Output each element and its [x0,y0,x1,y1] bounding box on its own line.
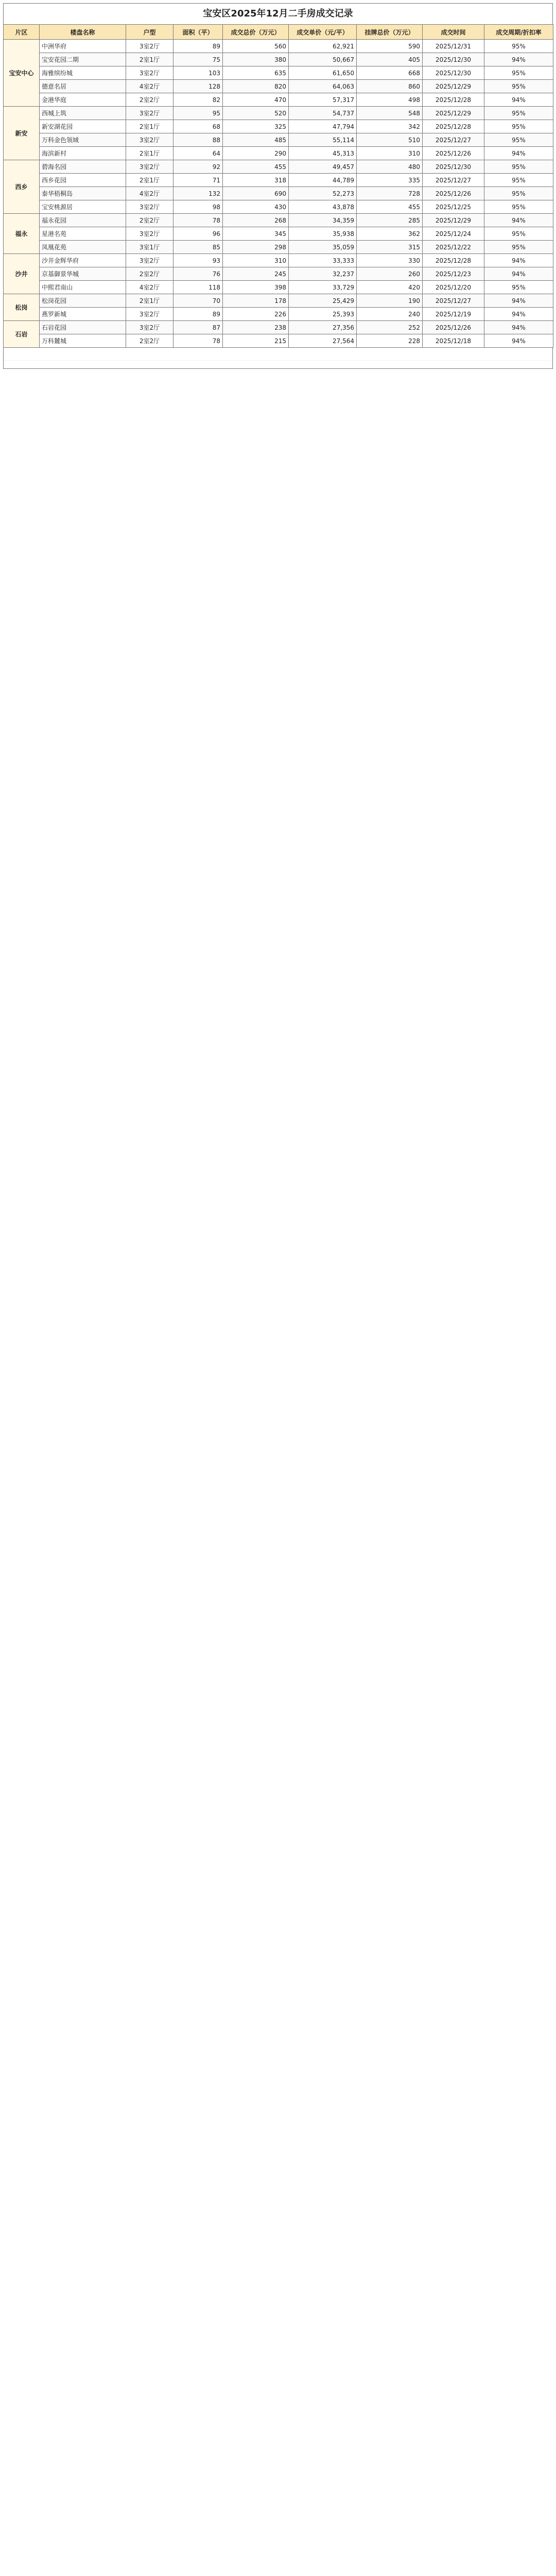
table-row [4,227,553,241]
table-cell: 2025/12/20 [423,281,484,294]
table-cell: 315 [357,241,423,254]
table-cell: 32,237 [289,267,357,281]
column-header: 挂牌总价（万元） [357,25,423,40]
table-row [4,294,553,308]
table-cell: 3室2厅 [126,200,173,214]
table-cell: 2025/12/28 [423,93,484,107]
table-cell: 2025/12/29 [423,107,484,120]
table-cell: 3室2厅 [126,227,173,241]
table-cell: 2025/12/26 [423,187,484,200]
table-cell: 万科麓城 [40,334,126,348]
table-cell: 510 [357,133,423,147]
table-cell: 285 [357,214,423,227]
table-row [4,174,553,187]
table-cell: 52,273 [289,187,357,200]
table-row [4,321,553,334]
area-cell: 福永 [4,214,40,254]
table-cell: 95% [484,80,553,93]
table-cell: 64,063 [289,80,357,93]
table-cell: 2025/12/22 [423,241,484,254]
table-cell: 95% [484,187,553,200]
table-row [4,254,553,267]
table-cell: 2室2厅 [126,334,173,348]
table-cell: 35,938 [289,227,357,241]
table-cell: 728 [357,187,423,200]
table-cell: 820 [223,80,289,93]
table-cell: 京基御景华城 [40,267,126,281]
table-cell: 64 [173,147,223,160]
table-cell: 2室1厅 [126,147,173,160]
table-cell: 590 [357,40,423,53]
table-cell: 238 [223,321,289,334]
table-cell: 西城上筑 [40,107,126,120]
table-cell: 27,564 [289,334,357,348]
table-cell: 430 [223,200,289,214]
table-cell: 2025/12/19 [423,308,484,321]
table-cell: 中熙君南山 [40,281,126,294]
table-cell: 2室1厅 [126,120,173,133]
table-cell: 252 [357,321,423,334]
table-cell: 2025/12/30 [423,66,484,80]
area-cell: 石岩 [4,321,40,348]
table-cell: 480 [357,160,423,174]
table-header-row [4,25,553,40]
table-cell: 94% [484,214,553,227]
table-body [4,40,553,348]
table-cell: 沙井金辉华府 [40,254,126,267]
table-cell: 金港华庭 [40,93,126,107]
table-cell: 3室2厅 [126,66,173,80]
table-cell: 95% [484,174,553,187]
table-cell: 4室2厅 [126,80,173,93]
page-title: 宝安区2025年12月二手房成交记录 [3,3,553,24]
table-cell: 330 [357,254,423,267]
table-row [4,187,553,200]
table-row [4,107,553,120]
table-cell: 新安湖花园 [40,120,126,133]
table-cell: 95% [484,120,553,133]
table-cell: 85 [173,241,223,254]
area-cell: 松岗 [4,294,40,321]
table-cell: 226 [223,308,289,321]
table-cell: 560 [223,40,289,53]
table-cell: 95% [484,107,553,120]
table-cell: 335 [357,174,423,187]
table-row [4,241,553,254]
table-cell: 93 [173,254,223,267]
table-cell: 25,393 [289,308,357,321]
table-cell: 石岩花园 [40,321,126,334]
table-cell: 75 [173,53,223,66]
table-cell: 260 [357,267,423,281]
table-row [4,308,553,321]
table-cell: 485 [223,133,289,147]
table-cell: 泰华梧桐岛 [40,187,126,200]
table-cell: 240 [357,308,423,321]
table-cell: 94% [484,147,553,160]
table-cell: 3室2厅 [126,308,173,321]
page [3,3,553,369]
table-cell: 96 [173,227,223,241]
table-cell: 245 [223,267,289,281]
table-row [4,267,553,281]
table-cell: 3室2厅 [126,321,173,334]
table-cell: 87 [173,321,223,334]
table-cell: 2025/12/29 [423,214,484,227]
table-cell: 98 [173,200,223,214]
table-cell: 2025/12/29 [423,80,484,93]
transactions-table [3,24,553,348]
table-cell: 268 [223,214,289,227]
table-row [4,120,553,133]
table-cell: 2025/12/24 [423,227,484,241]
table-cell: 95% [484,281,553,294]
table-cell: 54,737 [289,107,357,120]
table-cell: 43,878 [289,200,357,214]
table-cell: 44,789 [289,174,357,187]
table-cell: 碧海名园 [40,160,126,174]
table-cell: 94% [484,254,553,267]
table-cell: 635 [223,66,289,80]
table-cell: 3室2厅 [126,133,173,147]
table-cell: 海滨新村 [40,147,126,160]
table-cell: 2025/12/28 [423,254,484,267]
column-header: 楼盘名称 [40,25,126,40]
table-cell: 3室2厅 [126,160,173,174]
table-cell: 2025/12/26 [423,147,484,160]
table-cell: 318 [223,174,289,187]
table-row [4,147,553,160]
table-row [4,281,553,294]
table-cell: 94% [484,267,553,281]
table-cell: 455 [223,160,289,174]
table-cell: 2025/12/18 [423,334,484,348]
table-cell: 宝安桃源居 [40,200,126,214]
table-cell: 498 [357,93,423,107]
table-cell: 松岗花园 [40,294,126,308]
table-cell: 103 [173,66,223,80]
table-cell: 88 [173,133,223,147]
area-cell: 宝安中心 [4,40,40,107]
table-row [4,40,553,53]
table-cell: 70 [173,294,223,308]
table-cell: 455 [357,200,423,214]
area-cell: 西乡 [4,160,40,214]
table-cell: 310 [223,254,289,267]
table-cell: 298 [223,241,289,254]
table-row [4,200,553,214]
table-cell: 凤凰花苑 [40,241,126,254]
table-cell: 860 [357,80,423,93]
table-cell: 548 [357,107,423,120]
table-row [4,93,553,107]
area-cell: 新安 [4,107,40,160]
table-cell: 95% [484,227,553,241]
column-header: 片区 [4,25,40,40]
table-cell: 94% [484,321,553,334]
table-cell: 25,429 [289,294,357,308]
table-cell: 2025/12/26 [423,321,484,334]
table-cell: 33,333 [289,254,357,267]
table-cell: 95% [484,200,553,214]
table-cell: 82 [173,93,223,107]
table-row [4,133,553,147]
table-cell: 228 [357,334,423,348]
table-cell: 380 [223,53,289,66]
table-cell: 420 [357,281,423,294]
table-cell: 94% [484,53,553,66]
table-cell: 2室2厅 [126,267,173,281]
table-cell: 3室2厅 [126,254,173,267]
table-row [4,80,553,93]
table-cell: 95% [484,241,553,254]
table-cell: 68 [173,120,223,133]
table-cell: 2025/12/30 [423,160,484,174]
table-cell: 690 [223,187,289,200]
table-cell: 47,794 [289,120,357,133]
table-cell: 95% [484,66,553,80]
table-continuation [3,348,553,369]
table-row [4,160,553,174]
table-cell: 94% [484,308,553,321]
table-cell: 405 [357,53,423,66]
area-cell: 沙井 [4,254,40,294]
table-cell: 78 [173,214,223,227]
table-cell: 345 [223,227,289,241]
table-cell: 95% [484,133,553,147]
table-cell: 3室2厅 [126,40,173,53]
table-cell: 94% [484,294,553,308]
table-cell: 3室2厅 [126,107,173,120]
table-cell: 德意名居 [40,80,126,93]
table-cell: 2室1厅 [126,53,173,66]
table-cell: 325 [223,120,289,133]
table-cell: 55,114 [289,133,357,147]
table-cell: 33,729 [289,281,357,294]
table-cell: 2025/12/25 [423,200,484,214]
table-cell: 310 [357,147,423,160]
column-header: 成交周期/折扣率 [484,25,553,40]
table-row [4,66,553,80]
table-cell: 万科金色领域 [40,133,126,147]
table-cell: 2025/12/31 [423,40,484,53]
table-cell: 2025/12/23 [423,267,484,281]
table-cell: 星港名苑 [40,227,126,241]
table-cell: 118 [173,281,223,294]
table-cell: 89 [173,40,223,53]
table-cell: 西乡花园 [40,174,126,187]
column-header: 成交时间 [423,25,484,40]
table-cell: 215 [223,334,289,348]
table-cell: 27,356 [289,321,357,334]
table-cell: 190 [357,294,423,308]
table-cell: 50,667 [289,53,357,66]
table-cell: 2025/12/30 [423,53,484,66]
table-cell: 49,457 [289,160,357,174]
table-cell: 2025/12/27 [423,133,484,147]
table-cell: 3室1厅 [126,241,173,254]
table-cell: 4室2厅 [126,281,173,294]
table-cell: 2室2厅 [126,93,173,107]
table-cell: 61,650 [289,66,357,80]
table-cell: 燕罗新城 [40,308,126,321]
table-cell: 福永花园 [40,214,126,227]
table-cell: 71 [173,174,223,187]
column-header: 成交单价（元/平） [289,25,357,40]
table-cell: 94% [484,93,553,107]
table-row [4,214,553,227]
table-cell: 178 [223,294,289,308]
table-cell: 2室1厅 [126,294,173,308]
table-cell: 海雅缤纷城 [40,66,126,80]
table-cell: 宝安花园二期 [40,53,126,66]
table-cell: 95% [484,160,553,174]
table-cell: 95% [484,40,553,53]
table-row [4,334,553,348]
table-cell: 95 [173,107,223,120]
table-cell: 2室2厅 [126,214,173,227]
table-cell: 35,059 [289,241,357,254]
table-cell: 45,313 [289,147,357,160]
table-cell: 89 [173,308,223,321]
table-cell: 76 [173,267,223,281]
column-header: 面积（平） [173,25,223,40]
table-row [4,53,553,66]
table-cell: 132 [173,187,223,200]
table-cell: 668 [357,66,423,80]
table-cell: 470 [223,93,289,107]
table-cell: 62,921 [289,40,357,53]
table-cell: 2室1厅 [126,174,173,187]
table-cell: 中洲华府 [40,40,126,53]
table-cell: 2025/12/27 [423,174,484,187]
table-cell: 342 [357,120,423,133]
table-cell: 2025/12/28 [423,120,484,133]
table-cell: 2025/12/27 [423,294,484,308]
table-cell: 78 [173,334,223,348]
table-cell: 362 [357,227,423,241]
column-header: 成交总价（万元） [223,25,289,40]
table-cell: 290 [223,147,289,160]
table-cell: 57,317 [289,93,357,107]
table-cell: 128 [173,80,223,93]
table-cell: 520 [223,107,289,120]
table-cell: 398 [223,281,289,294]
table-cell: 34,359 [289,214,357,227]
table-cell: 92 [173,160,223,174]
column-header: 户型 [126,25,173,40]
table-cell: 4室2厅 [126,187,173,200]
table-cell: 94% [484,334,553,348]
